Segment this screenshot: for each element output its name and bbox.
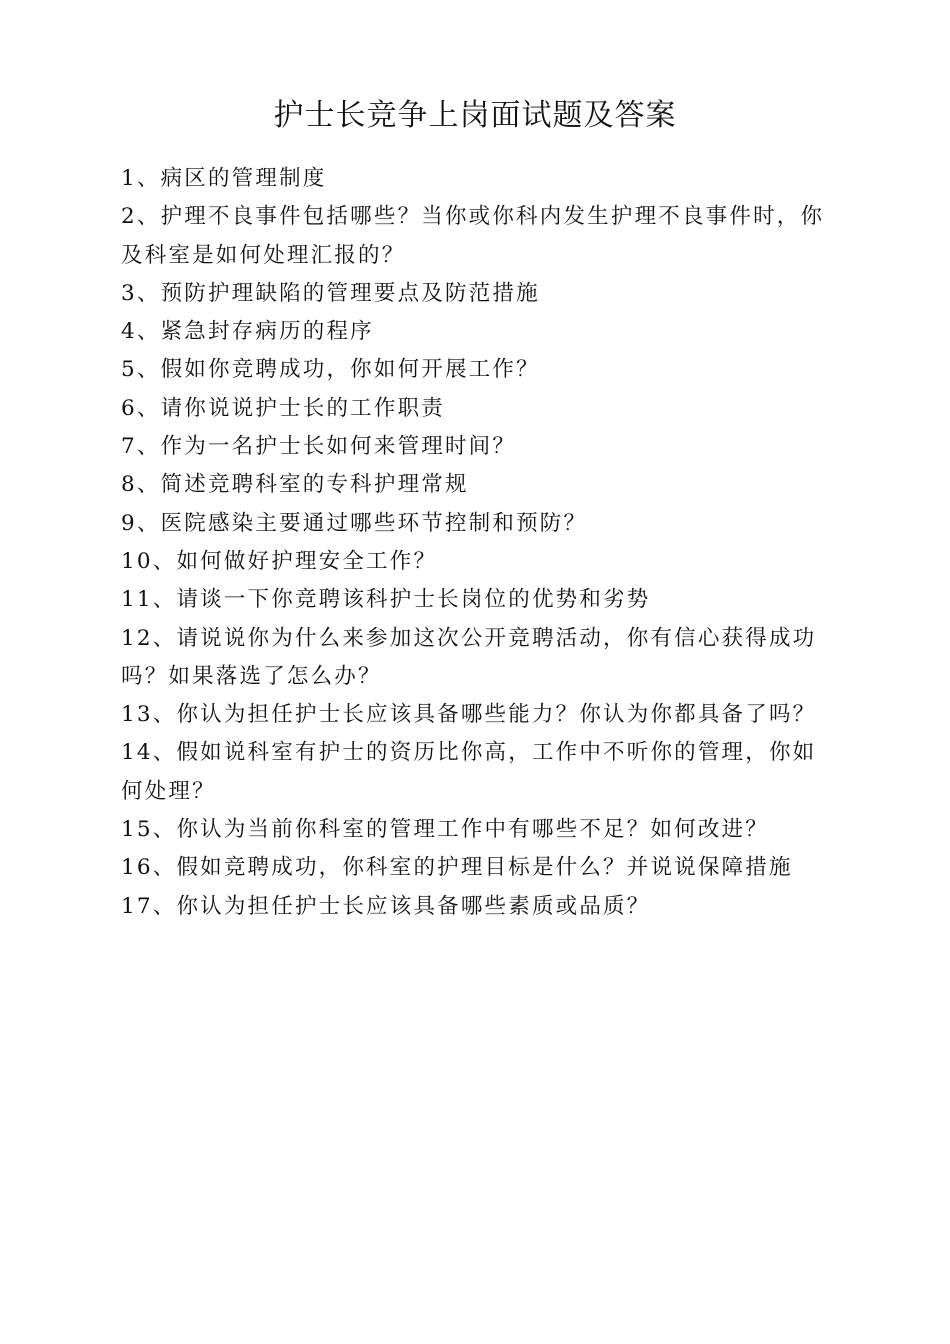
question-item: 2、护理不良事件包括哪些？当你或你科内发生护理不良事件时，你及科室是如何处理汇报的？ xyxy=(121,204,825,268)
question-item: 8、简述竞聘科室的专科护理常规 xyxy=(121,472,469,498)
question-item: 11、请谈一下你竞聘该科护士长岗位的优势和劣势 xyxy=(121,587,651,613)
question-item: 5、假如你竞聘成功，你如何开展工作？ xyxy=(121,357,540,383)
question-item: 13、你认为担任护士长应该具备哪些能力？你认为你都具备了吗？ xyxy=(121,702,817,728)
question-item: 17、你认为担任护士长应该具备哪些素质或品质？ xyxy=(121,893,651,919)
question-item: 14、假如说科室有护士的资历比你高，工作中不听你的管理，你如何处理？ xyxy=(121,740,817,804)
question-item: 3、预防护理缺陷的管理要点及防范措施 xyxy=(121,280,540,306)
document-title: 护士长竞争上岗面试题及答案 xyxy=(273,98,677,133)
question-item: 1、病区的管理制度 xyxy=(121,166,327,191)
question-item: 16、假如竞聘成功，你科室的护理目标是什么？并说说保障措施 xyxy=(121,855,793,881)
question-item: 10、如何做好护理安全工作？ xyxy=(121,548,438,574)
question-list xyxy=(121,160,833,926)
question-item: 9、医院感染主要通过哪些环节控制和预防？ xyxy=(121,510,588,536)
question-item: 12、请说说你为什么来参加这次公开竞聘活动，你有信心获得成功吗？如果落选了怎么办？ xyxy=(121,625,817,689)
question-item: 7、作为一名护士长如何来管理时间？ xyxy=(121,434,517,460)
question-item: 15、你认为当前你科室的管理工作中有哪些不足？如何改进？ xyxy=(121,817,769,843)
question-item: 4、紧急封存病历的程序 xyxy=(121,319,374,345)
question-item: 6、请你说说护士长的工作职责 xyxy=(121,395,445,421)
